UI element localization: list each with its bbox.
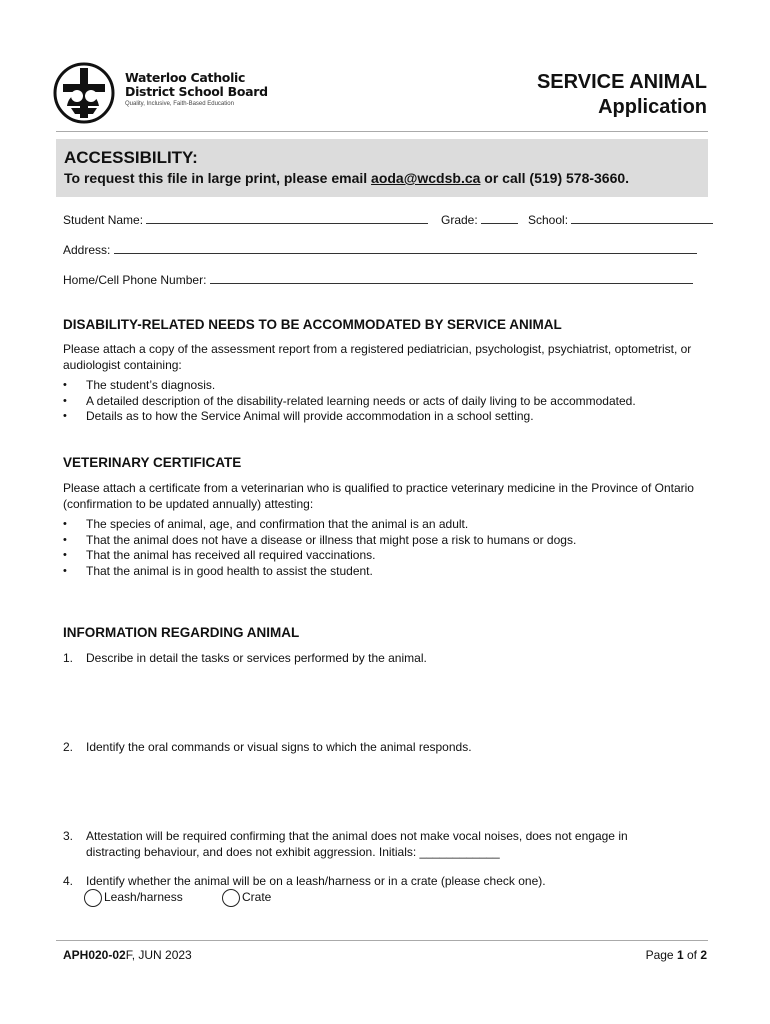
list-item: • That the animal is in good health to assist the student. [63,564,576,580]
accessibility-text-before: To request this file in large print, please email [64,170,372,186]
animal-info-heading: INFORMATION REGARDING ANIMAL [63,625,300,640]
form-code-date: F, JUN 2023 [125,948,192,962]
veterinary-intro: Please attach a certificate from a veterinarian who is qualified to practice veterinary medicine in the Province of Ontario (confirmation to be updated annually) attesting: [63,481,694,511]
page-of: of [683,948,701,962]
veterinary-heading: VETERINARY CERTIFICATE [63,455,242,470]
total-pages: 2 [700,948,707,962]
page-prefix: Page [645,948,677,962]
question-1-number: 1. [63,651,74,665]
form-code [63,948,192,962]
grade-field[interactable] [481,212,518,224]
crate-radio[interactable] [222,889,240,907]
question-4-text: Identify whether the animal will be on a leash/harness or in a crate (please check one). [86,874,546,888]
address-row [63,242,697,258]
question-3-number: 3. [63,829,74,843]
student-name-field[interactable] [146,212,428,224]
form-code-bold: APH020-02 [63,948,126,962]
question-2-text: Identify the oral commands or visual signs to which the animal responds. [86,740,472,754]
question-1-text: Describe in detail the tasks or services performed by the animal. [86,651,427,665]
org-line-1: Waterloo Catholic [125,70,246,85]
phone-row [63,272,693,288]
phone-label: Home/Cell Phone Number: [63,273,207,287]
list-item: • That the animal has received all required vaccinations. [63,548,576,564]
document-title [537,70,707,120]
question-3-text-line-1: Attestation will be required confirming that the animal does not make vocal noises, does not engage in [86,829,628,843]
page-number [646,948,707,962]
school-field[interactable] [571,212,713,224]
grade-row [441,212,518,228]
header-divider [56,131,708,132]
footer-divider [56,940,708,941]
address-field[interactable] [114,242,697,254]
question-2 [63,739,472,755]
accessibility-text-after: or call (519) 578-3660. [480,170,630,186]
school-board-logo [53,62,115,124]
crate-label: Crate [242,890,272,905]
question-3-text-line-2: distracting behaviour, and does not exhibit aggression. Initials: ____________ [86,845,500,859]
accessibility-text [64,170,708,186]
address-label: Address: [63,243,111,257]
school-label: School: [528,213,569,227]
org-tagline: Quality, Inclusive, Faith-Based Education [125,101,234,107]
list-item: • Details as to how the Service Animal will provide accommodation in a school setting. [63,409,636,425]
disability-heading: DISABILITY-RELATED NEEDS TO BE ACCOMMODATED BY SERVICE ANIMAL [63,317,562,332]
phone-field[interactable] [210,272,693,284]
question-1 [63,650,427,666]
list-item: • The student’s diagnosis. [63,378,636,394]
student-name-label: Student Name: [63,213,144,227]
veterinary-list [63,517,576,579]
leash-harness-option[interactable] [84,889,183,907]
grade-label: Grade: [441,213,478,227]
question-2-number: 2. [63,740,74,754]
list-item: • That the animal does not have a disease or illness that might pose a risk to humans or dogs. [63,533,576,549]
leash-harness-radio[interactable] [84,889,102,907]
crate-option[interactable] [222,889,271,907]
leash-harness-label: Leash/harness [104,890,183,905]
list-item: • A detailed description of the disability-related learning needs or acts of daily living to be accommodated. [63,394,636,410]
disability-intro: Please attach a copy of the assessment report from a registered pediatrician, psychologist, psychiatrist, optometrist, or audiologist containing: [63,342,692,372]
school-row [528,212,713,228]
accessibility-email-link[interactable]: aoda@wcdsb.ca [371,170,481,186]
current-page: 1 [676,948,684,962]
question-4-number: 4. [63,874,74,888]
accessibility-heading: ACCESSIBILITY: [64,148,198,167]
title-line-1: SERVICE ANIMAL [536,71,707,93]
disability-list [63,378,636,425]
accessibility-box [56,139,708,197]
list-item: • The species of animal, age, and confirmation that the animal is an adult. [63,517,576,533]
organization-name [125,72,268,107]
org-line-2: District School Board [125,83,268,99]
title-line-2: Application [598,96,707,118]
question-4 [63,873,546,889]
student-name-row [63,212,428,228]
question-3 [63,828,628,860]
